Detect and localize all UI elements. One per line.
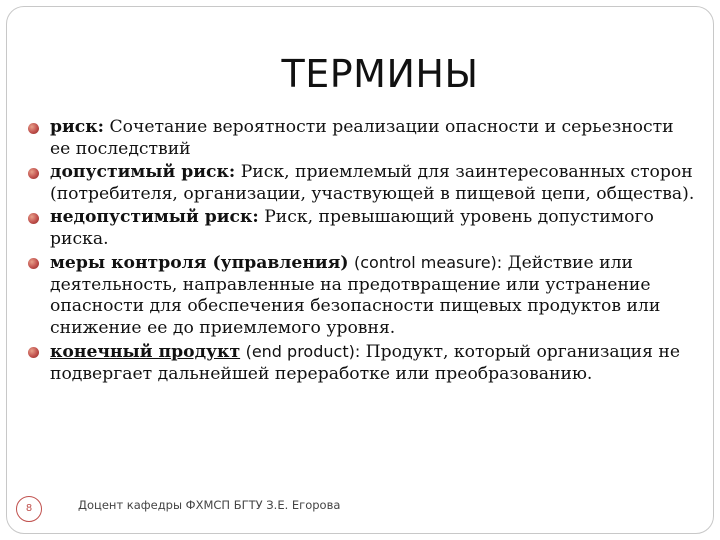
bullet-icon — [28, 168, 39, 179]
term-item — [28, 207, 698, 250]
term-english: (control measure): — [353, 253, 503, 272]
term-item — [28, 162, 698, 205]
term-item — [28, 341, 698, 385]
term-definition: Сочетание вероятности реализации опасности и серьезности ее последствий — [50, 117, 674, 159]
term-item — [28, 252, 698, 339]
bullet-icon — [28, 123, 39, 134]
slide-title: ТЕРМИНЫ — [281, 52, 479, 96]
term-name: меры контроля (управления) — [50, 253, 349, 273]
term-name: допустимый риск: — [50, 162, 236, 182]
terms-list — [28, 117, 698, 387]
bullet-icon — [28, 347, 39, 358]
term-definition: Действие или деятельность, направленные на предотвращение или устранение опасности для обеспечения безопасности пищевых продуктов или снижение ее до приемлемого уровня. — [50, 253, 661, 338]
term-definition: Продукт, который организация не подвергает дальнейшей переработке или преобразованию. — [50, 342, 681, 384]
term-name: конечный продукт — [50, 342, 241, 362]
bullet-icon — [28, 258, 39, 269]
term-definition: Риск, превышающий уровень допустимого риска. — [50, 207, 654, 249]
bullet-icon — [28, 213, 39, 224]
term-english: (end product): — [245, 342, 361, 361]
page-number-badge: 8 — [16, 496, 42, 522]
term-item — [28, 117, 698, 160]
footer-author: Доцент кафедры ФХМСП БГТУ З.Е. Егорова — [78, 498, 341, 512]
term-name: риск: — [50, 117, 104, 137]
term-name: недопустимый риск: — [50, 207, 259, 227]
term-definition: Риск, приемлемый для заинтересованных сторон (потребителя, организации, участвующей в пищевой цепи, общества). — [50, 162, 695, 204]
